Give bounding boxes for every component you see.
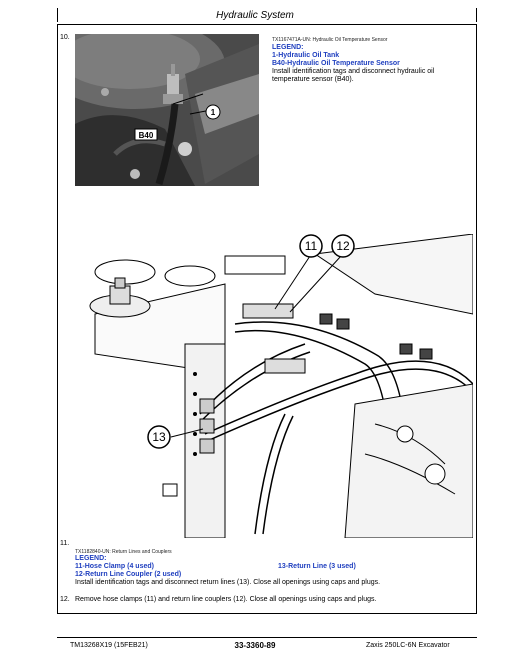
step-10-instruction-line-1: Install identification tags and disconnect hydraulic oil (272, 68, 435, 75)
step-11-legend-item: 12-Return Line Coupler (2 used) (75, 571, 182, 578)
step-10-instruction-line-2: temperature sensor (B40). (272, 76, 354, 83)
header-divider-right (476, 8, 477, 22)
step-12-number: 12. (60, 596, 70, 603)
callout-13-label: 13 (152, 430, 166, 444)
return-lines-drawing (75, 234, 473, 538)
step-10-caption: TX1167471A-UN: Hydraulic Oil Temperature Sensor (272, 37, 388, 43)
footer-model: Zaxis 250LC-6N Excavator (366, 642, 450, 649)
footer-divider (57, 637, 477, 638)
step-10-legend-title: LEGEND: (272, 44, 304, 51)
footer-document-id: TM13268X19 (15FEB21) (70, 642, 148, 649)
step-11-legend-title: LEGEND: (75, 555, 107, 562)
step-10-legend-item: 1-Hydraulic Oil Tank (272, 52, 340, 59)
step-10-legend-item: B40-Hydraulic Oil Temperature Sensor (272, 60, 400, 67)
return-lines-and-couplers-illustration (75, 234, 473, 538)
hydraulic-oil-temperature-sensor-photo (75, 34, 259, 186)
sensor-photo-illustration (75, 34, 259, 186)
step-11-instruction: Install identification tags and disconnect return lines (13). Close all openings using caps and plugs. (75, 579, 381, 586)
step-11-legend-item: 13-Return Line (3 used) (278, 563, 356, 570)
step-10-number: 10. (60, 34, 70, 41)
callout-b40-label: B40 (138, 131, 154, 140)
callout-12-label: 12 (336, 239, 350, 253)
step-12-instruction: Remove hose clamps (11) and return line couplers (12). Close all openings using caps and plugs. (75, 596, 377, 603)
step-11-number: 11. (60, 540, 70, 547)
section-title: Hydraulic System (216, 10, 294, 21)
callout-11-label: 11 (304, 239, 318, 253)
step-11-legend-item: 11-Hose Clamp (4 used) (75, 563, 154, 570)
step-11-caption: TX1182840-UN: Return Lines and Couplers (75, 549, 172, 555)
footer-page-number: 33-3360-89 (234, 641, 276, 650)
callout-1-label: 1 (210, 108, 216, 117)
